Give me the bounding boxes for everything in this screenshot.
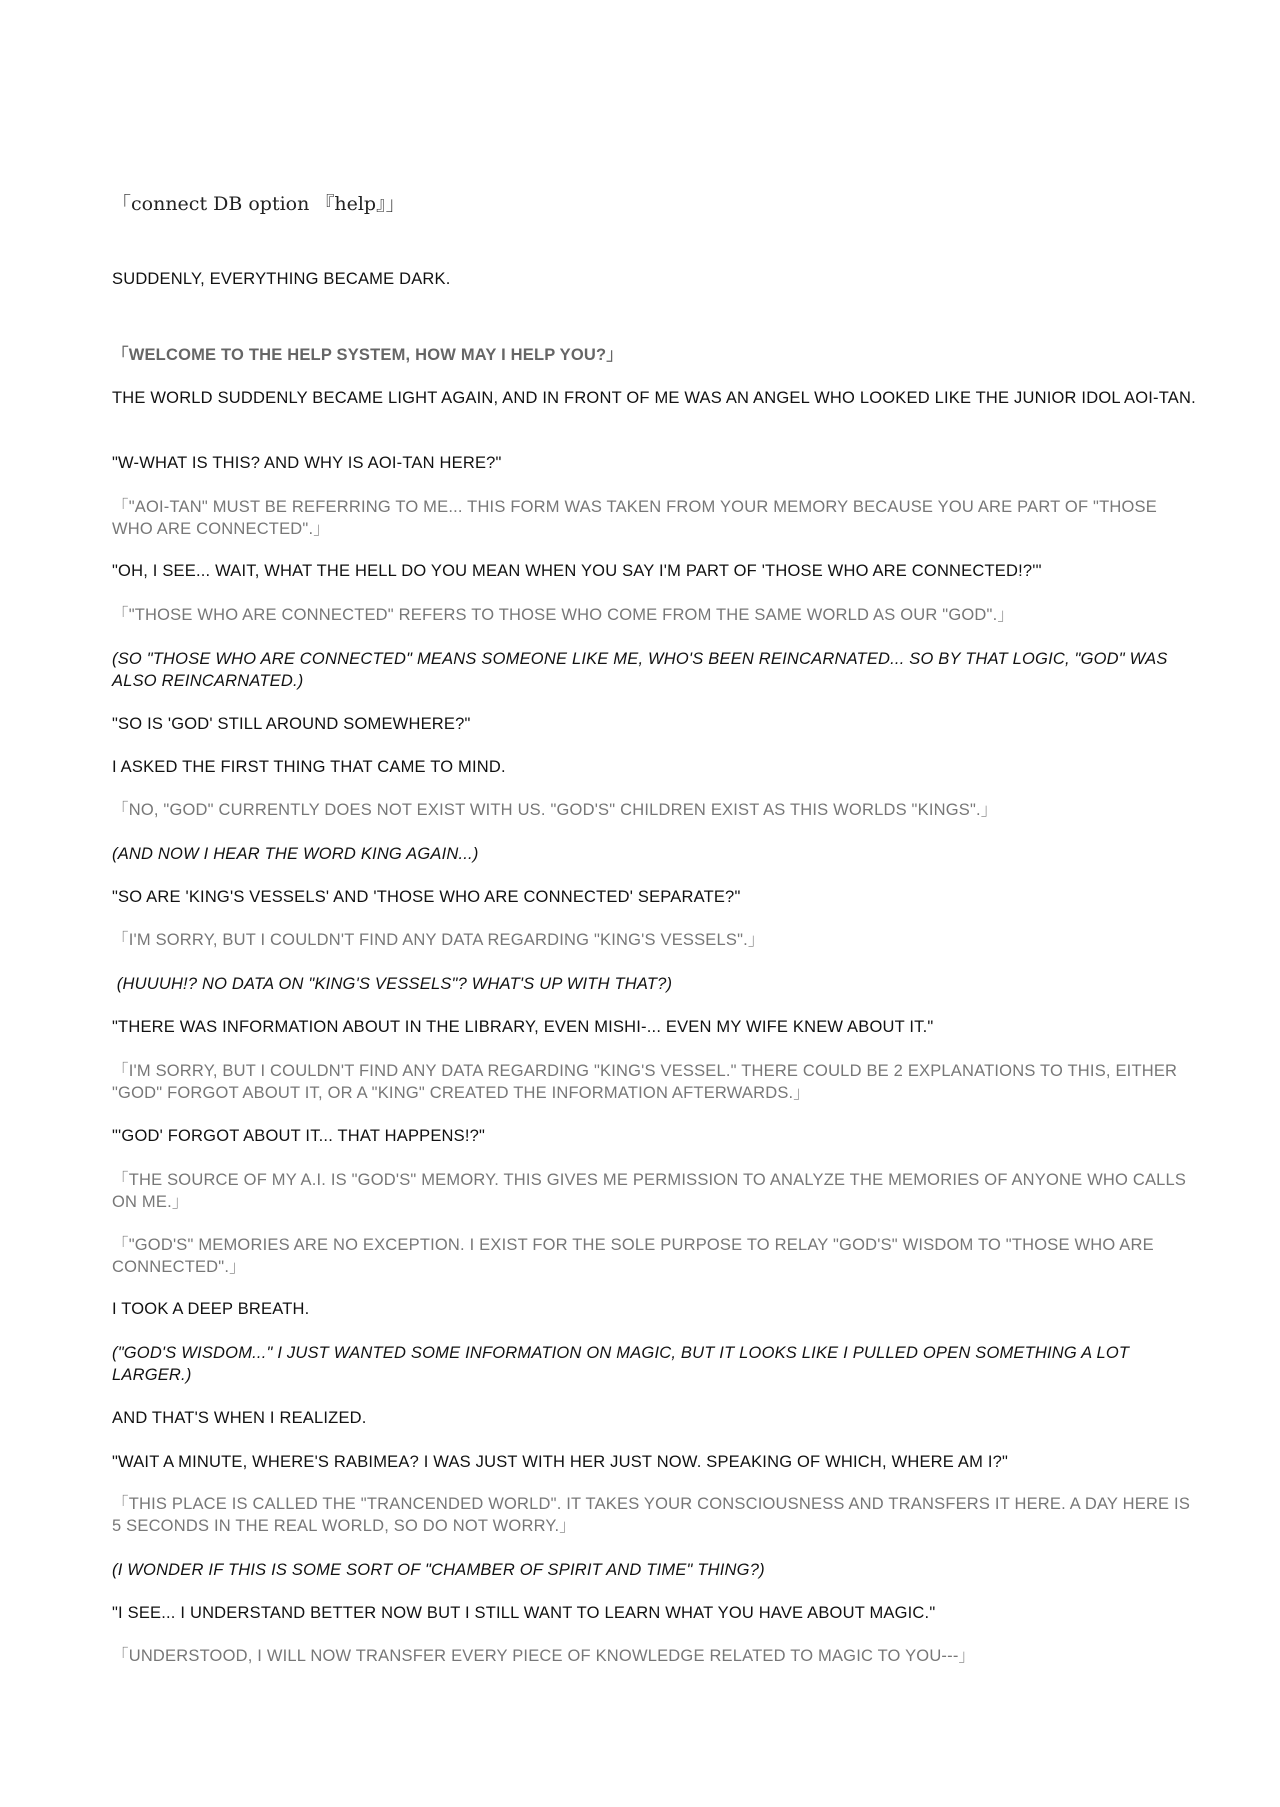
narration: I ASKED THE FIRST THING THAT CAME TO MIND. [112,758,506,776]
system-message: 「THIS PLACE IS CALLED THE "TRANCENDED WORLD". IT TAKES YOUR CONSCIOUSNESS AND TRANSFERS IT HERE. A DAY HERE IS 5 SECONDS IN THE REAL WORLD, SO DO NOT WORRY.」 [112,1495,1191,1535]
dialogue: "WAIT A MINUTE, WHERE'S RABIMEA? I WAS JUST WITH HER JUST NOW. SPEAKING OF WHICH, WHERE AM I?" [112,1453,1009,1471]
system-message: 「UNDERSTOOD, I WILL NOW TRANSFER EVERY PIECE OF KNOWLEDGE RELATED TO MAGIC TO YOU---」 [112,1647,976,1665]
dialogue: "SO ARE 'KING'S VESSELS' AND 'THOSE WHO ARE CONNECTED' SEPARATE?" [112,888,741,906]
system-message: 「THE SOURCE OF MY A.I. IS "GOD'S" MEMORY. THIS GIVES ME PERMISSION TO ANALYZE THE MEMORIES OF ANYONE WHO CALLS ON ME.」 [112,1171,1187,1211]
narration: SUDDENLY, EVERYTHING BECAME DARK. [112,270,451,288]
system-message: 「I'M SORRY, BUT I COULDN'T FIND ANY DATA REGARDING "KING'S VESSELS".」 [112,931,765,949]
dialogue: "THERE WAS INFORMATION ABOUT IN THE LIBRARY, EVEN MISHI-... EVEN MY WIFE KNEW ABOUT IT." [112,1018,934,1036]
dialogue: "I SEE... I UNDERSTAND BETTER NOW BUT I STILL WANT TO LEARN WHAT YOU HAVE ABOUT MAGIC." [112,1604,936,1622]
system-message: 「"THOSE WHO ARE CONNECTED" REFERS TO THOSE WHO COME FROM THE SAME WORLD AS OUR "GOD".」 [112,606,1015,624]
command-line: 「connect DB option 『help』」 [112,193,405,215]
system-message: 「I'M SORRY, BUT I COULDN'T FIND ANY DATA REGARDING "KING'S VESSEL." THERE COULD BE 2 EXPLANATIONS TO THIS, EITHER "GOD" FORGOT ABOUT IT, OR A "KING" CREATED THE INFORMATION AFTERWARDS.」 [112,1062,1178,1102]
system-message: 「NO, "GOD" CURRENTLY DOES NOT EXIST WITH US. "GOD'S" CHILDREN EXIST AS THIS WORLDS "KINGS".」 [112,801,998,819]
system-message: 「WELCOME TO THE HELP SYSTEM, HOW MAY I HELP YOU?」 [112,346,623,364]
inner-thought: (HUUUH!? NO DATA ON "KING'S VESSELS"? WHAT'S UP WITH THAT?) [112,975,673,993]
inner-thought: (AND NOW I HEAR THE WORD KING AGAIN...) [112,845,479,863]
inner-thought: (I WONDER IF THIS IS SOME SORT OF "CHAMBER OF SPIRIT AND TIME" THING?) [112,1561,765,1579]
inner-thought: ("GOD'S WISDOM..." I JUST WANTED SOME INFORMATION ON MAGIC, BUT IT LOOKS LIKE I PULLED OPEN SOMETHING A LOT LARGER.) [112,1344,1130,1384]
system-message: 「"AOI-TAN" MUST BE REFERRING TO ME... THIS FORM WAS TAKEN FROM YOUR MEMORY BECAUSE YOU ARE PART OF "THOSE WHO ARE CONNECTED".」 [112,498,1157,538]
dialogue: "W-WHAT IS THIS? AND WHY IS AOI-TAN HERE?" [112,454,502,472]
dialogue: "'GOD' FORGOT ABOUT IT... THAT HAPPENS!?" [112,1127,486,1145]
dialogue: "SO IS 'GOD' STILL AROUND SOMEWHERE?" [112,715,471,733]
dialogue: "OH, I SEE... WAIT, WHAT THE HELL DO YOU MEAN WHEN YOU SAY I'M PART OF 'THOSE WHO ARE CONNECTED!?'" [112,562,1042,580]
narration: I TOOK A DEEP BREATH. [112,1300,310,1318]
narration: THE WORLD SUDDENLY BECAME LIGHT AGAIN, AND IN FRONT OF ME WAS AN ANGEL WHO LOOKED LIKE THE JUNIOR IDOL AOI-TAN. [112,389,1196,407]
system-message: 「"GOD'S" MEMORIES ARE NO EXCEPTION. I EXIST FOR THE SOLE PURPOSE TO RELAY "GOD'S" WISDOM TO "THOSE WHO ARE CONNECTED".」 [112,1236,1154,1276]
inner-thought: (SO "THOSE WHO ARE CONNECTED" MEANS SOMEONE LIKE ME, WHO'S BEEN REINCARNATED... SO BY THAT LOGIC, "GOD" WAS ALSO REINCARNATED.) [112,650,1168,690]
narration: AND THAT'S WHEN I REALIZED. [112,1409,367,1427]
